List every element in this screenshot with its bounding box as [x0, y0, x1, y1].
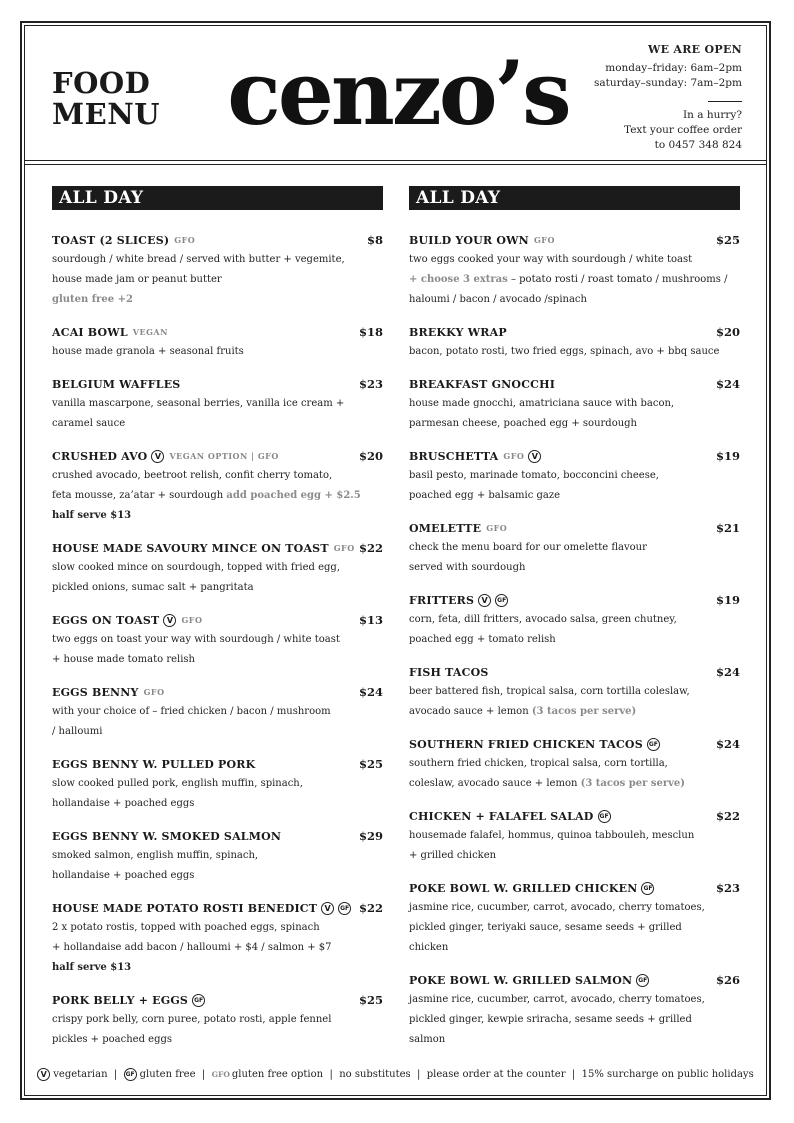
- description-text: beer battered fish, tropical salsa, corn tortilla coleslaw,: [409, 686, 690, 697]
- description-text: pickled onions, sumac salt + pangritata: [52, 582, 254, 593]
- menu-item-description: [409, 290, 740, 310]
- half-serve-note: half serve $13: [52, 962, 132, 973]
- description-text: pickles + poached eggs: [52, 1034, 173, 1045]
- menu-item: [409, 322, 740, 362]
- dietary-tag: GFO: [143, 687, 165, 697]
- menu-item-price: $20: [358, 449, 383, 463]
- description-text: hollandaise + poached eggs: [52, 798, 195, 809]
- description-text: poached egg + tomato relish: [409, 634, 556, 645]
- description-text: served with sourdough: [409, 562, 526, 573]
- menu-item: [52, 610, 383, 670]
- description-text: with your choice of – fried chicken / bacon / mushroom: [52, 706, 331, 717]
- menu-item-header: [52, 230, 383, 250]
- menu-item-price: $23: [715, 881, 740, 895]
- description-text: + hollandaise add bacon / halloumi + $4 / salmon + $7: [52, 942, 332, 953]
- title-line-2: MENU: [52, 97, 161, 131]
- note-surcharge: 15% surcharge on public holidays: [581, 1069, 754, 1080]
- header-divider-bottom: [24, 164, 767, 165]
- menu-item-header: [409, 446, 740, 466]
- cenzos-logo: [228, 32, 568, 142]
- menu-item-header: [52, 826, 383, 846]
- menu-item-description: [52, 250, 383, 270]
- vegetarian-icon: V: [478, 594, 491, 607]
- menu-item-description: [52, 270, 383, 290]
- section-heading-right: ALL DAY: [409, 186, 740, 210]
- menu-item-name: EGGS BENNY W. PULLED PORK: [52, 757, 256, 771]
- menu-item-name: EGGS ON TOAST: [52, 613, 160, 627]
- menu-item-header: [52, 610, 383, 630]
- vegetarian-icon: V: [321, 902, 334, 915]
- menu-item: [409, 806, 740, 866]
- description-text: housemade falafel, hommus, quinoa tabbouleh, mesclun: [409, 830, 695, 841]
- menu-item-description: [52, 846, 383, 866]
- menu-item-header: [409, 590, 740, 610]
- menu-item-header: [52, 374, 383, 394]
- menu-item-header: [52, 682, 383, 702]
- menu-item-name: SOUTHERN FRIED CHICKEN TACOS: [409, 737, 643, 751]
- menu-item-description: [52, 938, 383, 958]
- hours-divider: [708, 101, 742, 102]
- description-text: crushed avocado, beetroot relish, confit cherry tomato,: [52, 470, 333, 481]
- menu-item-description: [52, 794, 383, 814]
- dietary-tag: GFO: [174, 235, 196, 245]
- menu-item-price: $22: [715, 809, 740, 823]
- description-text: jasmine rice, cucumber, carrot, avocado, cherry tomatoes,: [409, 902, 705, 913]
- menu-item-name: EGGS BENNY: [52, 685, 139, 699]
- menu-items-right: [409, 230, 740, 1050]
- menu-item-name: BUILD YOUR OWN: [409, 233, 529, 247]
- menu-item: [409, 374, 740, 434]
- menu-item-name: POKE BOWL W. GRILLED CHICKEN: [409, 881, 638, 895]
- description-text: – potato rosti / roast tomato / mushrooms /: [507, 274, 728, 285]
- gluten-free-icon: GF: [495, 594, 508, 607]
- menu-item-price: $24: [715, 377, 740, 391]
- legend-vegetarian: vegetarian: [53, 1069, 108, 1080]
- menu-item-description: [409, 1010, 740, 1030]
- menu-item-description: [52, 630, 383, 650]
- menu-item-name: PORK BELLY + EGGS: [52, 993, 189, 1007]
- menu-item-header: [409, 322, 740, 342]
- description-text: bacon, potato rosti, two fried eggs, spinach, avo + bbq sauce: [409, 346, 720, 357]
- menu-item-description: [52, 578, 383, 598]
- dietary-tag: GFO: [486, 523, 508, 533]
- description-text: two eggs on toast your way with sourdough / white toast: [52, 634, 340, 645]
- description-text: check the menu board for our omelette flavour: [409, 542, 647, 553]
- menu-item-description: [409, 538, 740, 558]
- menu-item-description: [409, 342, 740, 362]
- description-text: slow cooked pulled pork, english muffin, spinach,: [52, 778, 303, 789]
- menu-item-name: BREKKY WRAP: [409, 325, 507, 339]
- page-title: [52, 68, 160, 130]
- description-text: coleslaw, avocado sauce + lemon: [409, 778, 581, 789]
- menu-item: [409, 970, 740, 1050]
- menu-item-header: [409, 518, 740, 538]
- description-text: feta mousse, za’atar + sourdough: [52, 490, 227, 501]
- menu-item-description: [52, 394, 383, 414]
- menu-item-name: HOUSE MADE SAVOURY MINCE ON TOAST: [52, 541, 329, 555]
- menu-item: [52, 322, 383, 362]
- legend-footer: V vegetarian | GF gluten free | GFO gluten free option | no substitutes | please order at the counter | 15% surcharge on public holidays: [24, 1068, 767, 1081]
- gluten-free-icon: GF: [641, 882, 654, 895]
- description-text: / halloumi: [52, 726, 103, 737]
- menu-item: [52, 826, 383, 886]
- description-text: pickled ginger, kewpie sriracha, sesame seeds + grilled: [409, 1014, 692, 1025]
- description-text: jasmine rice, cucumber, carrot, avocado, cherry tomatoes,: [409, 994, 705, 1005]
- menu-item: [52, 374, 383, 434]
- menu-item-header: [52, 754, 383, 774]
- menu-item-description: [52, 290, 383, 310]
- vegetarian-icon: V: [37, 1068, 50, 1081]
- menu-item-description: [409, 270, 740, 290]
- hurry-line-1: In a hurry?: [683, 109, 742, 121]
- menu-column-left: [52, 186, 383, 1062]
- description-text: basil pesto, marinade tomato, bocconcini cheese,: [409, 470, 659, 481]
- menu-item: [409, 230, 740, 310]
- menu-item-name: OMELETTE: [409, 521, 482, 535]
- menu-item-description: [409, 630, 740, 650]
- description-text: house made granola + seasonal fruits: [52, 346, 244, 357]
- menu-item: [52, 446, 383, 526]
- description-note: gluten free +2: [52, 294, 133, 305]
- menu-item-description: [52, 486, 383, 506]
- menu-item: [409, 590, 740, 650]
- menu-item-name: BELGIUM WAFFLES: [52, 377, 181, 391]
- menu-item-description: [52, 918, 383, 938]
- description-text: + grilled chicken: [409, 850, 497, 861]
- menu-item: [52, 538, 383, 598]
- dietary-tag: GFO: [181, 615, 203, 625]
- description-text: hollandaise + poached eggs: [52, 870, 195, 881]
- menu-item-description: [52, 414, 383, 434]
- menu-item-price: $25: [358, 757, 383, 771]
- menu-item-description: [409, 1030, 740, 1050]
- menu-item-description: [52, 1010, 383, 1030]
- menu-item-name: BREAKFAST GNOCCHI: [409, 377, 556, 391]
- description-note: (3 tacos per serve): [531, 706, 637, 717]
- menu-item-name: BRUSCHETTA: [409, 449, 499, 463]
- description-text: corn, feta, dill fritters, avocado salsa, green chutney,: [409, 614, 677, 625]
- description-text: crispy pork belly, corn puree, potato rosti, apple fennel: [52, 1014, 332, 1025]
- dietary-tag: GFO: [533, 235, 555, 245]
- header-divider-top: [24, 160, 767, 161]
- menu-items-left: [52, 230, 383, 1050]
- gluten-free-icon: GF: [192, 994, 205, 1007]
- gluten-free-icon: GF: [124, 1068, 137, 1081]
- description-text: poached egg + balsamic gaze: [409, 490, 561, 501]
- gfo-tag: GFO: [211, 1070, 230, 1079]
- menu-item-name: EGGS BENNY W. SMOKED SALMON: [52, 829, 282, 843]
- description-text: southern fried chicken, tropical salsa, corn tortilla,: [409, 758, 668, 769]
- description-text: 2 x potato rostis, topped with poached eggs, spinach: [52, 922, 320, 933]
- menu-item-description: [409, 250, 740, 270]
- description-note: + choose 3 extras: [409, 274, 508, 285]
- description-text: salmon: [409, 1034, 446, 1045]
- menu-item-price: $21: [715, 521, 740, 535]
- vegetarian-icon: V: [151, 450, 164, 463]
- description-text: chicken: [409, 942, 449, 953]
- menu-item-header: [52, 322, 383, 342]
- note-no-substitutes: no substitutes: [339, 1069, 411, 1080]
- note-order-counter: please order at the counter: [426, 1069, 566, 1080]
- description-text: parmesan cheese, poached egg + sourdough: [409, 418, 637, 429]
- menu-item-name: CHICKEN + FALAFEL SALAD: [409, 809, 594, 823]
- menu-item-description: [52, 650, 383, 670]
- menu-column-right: [409, 186, 740, 1062]
- menu-item-name: HOUSE MADE POTATO ROSTI BENEDICT: [52, 901, 318, 915]
- description-text: avocado sauce + lemon: [409, 706, 532, 717]
- hurry-line-3: to 0457 348 824: [654, 139, 742, 151]
- vegetarian-icon: V: [163, 614, 176, 627]
- dietary-tag: VEGAN OPTION | GFO: [169, 451, 279, 461]
- half-serve-note: half serve $13: [52, 510, 132, 521]
- legend-gluten-free: gluten free: [139, 1069, 196, 1080]
- menu-item-description: [409, 682, 740, 702]
- menu-item-description: [409, 486, 740, 506]
- menu-item-price: $29: [358, 829, 383, 843]
- menu-item-name: TOAST (2 SLICES): [52, 233, 170, 247]
- hours-weekend: saturday–sunday: 7am–2pm: [593, 77, 742, 89]
- gluten-free-icon: GF: [636, 974, 649, 987]
- menu-item-price: $22: [358, 541, 383, 555]
- menu-item-header: [52, 446, 383, 466]
- menu-item-description: [52, 558, 383, 578]
- description-text: + house made tomato relish: [52, 654, 195, 665]
- description-text: haloumi / bacon / avocado /spinach: [409, 294, 587, 305]
- menu-item-description: [409, 466, 740, 486]
- menu-item: [52, 230, 383, 310]
- menu-item-price: $19: [715, 449, 740, 463]
- menu-item-header: [52, 538, 383, 558]
- menu-item-header: [409, 230, 740, 250]
- menu-item: [409, 446, 740, 506]
- menu-item: [409, 518, 740, 578]
- menu-item-price: $13: [358, 613, 383, 627]
- menu-item-description: [52, 866, 383, 886]
- menu-item: [409, 734, 740, 794]
- description-text: vanilla mascarpone, seasonal berries, vanilla ice cream +: [52, 398, 345, 409]
- menu-item-price: $25: [358, 993, 383, 1007]
- menu-item-description: [409, 394, 740, 414]
- menu-item: [52, 898, 383, 978]
- menu-item-header: [409, 806, 740, 826]
- vegetarian-icon: V: [528, 450, 541, 463]
- menu-item-description: [409, 938, 740, 958]
- menu-item-price: $8: [366, 233, 383, 247]
- menu-item-price: $24: [358, 685, 383, 699]
- menu-item-price: $20: [715, 325, 740, 339]
- menu-item-description: [52, 702, 383, 722]
- description-text: caramel sauce: [52, 418, 126, 429]
- menu-item-description: [409, 918, 740, 938]
- menu-item-description: [52, 466, 383, 486]
- menu-item-price: $18: [358, 325, 383, 339]
- gluten-free-icon: GF: [647, 738, 660, 751]
- description-text: smoked salmon, english muffin, spinach,: [52, 850, 259, 861]
- description-text: slow cooked mince on sourdough, topped with fried egg,: [52, 562, 340, 573]
- menu-item-description: [409, 754, 740, 774]
- description-text: sourdough / white bread / served with butter + vegemite,: [52, 254, 345, 265]
- menu-item-description: [52, 958, 383, 978]
- menu-item-description: [409, 846, 740, 866]
- menu-item-name: FRITTERS: [409, 593, 475, 607]
- menu-item-header: [409, 374, 740, 394]
- menu-item-price: $22: [358, 901, 383, 915]
- menu-item-description: [52, 342, 383, 362]
- menu-item: [409, 878, 740, 958]
- gluten-free-icon: GF: [598, 810, 611, 823]
- dietary-tag: GFO: [333, 543, 355, 553]
- menu-item-name: ACAI BOWL: [52, 325, 128, 339]
- menu-item-description: [409, 610, 740, 630]
- menu-item-price: $23: [358, 377, 383, 391]
- description-note: (3 tacos per serve): [580, 778, 686, 789]
- menu-item: [52, 754, 383, 814]
- dietary-tag: VEGAN: [132, 327, 168, 337]
- menu-item-description: [409, 774, 740, 794]
- menu-item-price: $24: [715, 665, 740, 679]
- menu-item-description: [52, 506, 383, 526]
- menu-item-description: [409, 558, 740, 578]
- menu-item-header: [409, 970, 740, 990]
- menu-item-description: [409, 702, 740, 722]
- menu-item: [409, 662, 740, 722]
- gluten-free-icon: GF: [338, 902, 351, 915]
- menu-item-header: [409, 662, 740, 682]
- menu-item-header: [52, 898, 383, 918]
- dietary-tag: GFO: [503, 451, 525, 461]
- menu-item-description: [52, 774, 383, 794]
- description-note: add poached egg + $2.5: [226, 490, 361, 501]
- section-heading-left: ALL DAY: [52, 186, 383, 210]
- menu-item-description: [409, 990, 740, 1010]
- description-text: two eggs cooked your way with sourdough / white toast: [409, 254, 693, 265]
- menu-item: [52, 990, 383, 1050]
- menu-item-name: CRUSHED AVO: [52, 449, 148, 463]
- menu-item: [52, 682, 383, 742]
- legend-gfo: gluten free option: [231, 1069, 324, 1080]
- open-label: WE ARE OPEN: [647, 43, 742, 56]
- description-text: pickled ginger, teriyaki sauce, sesame seeds + grilled: [409, 922, 682, 933]
- menu-item-price: $19: [715, 593, 740, 607]
- menu-item-description: [409, 898, 740, 918]
- menu-item-description: [52, 722, 383, 742]
- menu-item-description: [52, 1030, 383, 1050]
- menu-item-header: [52, 990, 383, 1010]
- menu-item-name: FISH TACOS: [409, 665, 489, 679]
- menu-item-name: POKE BOWL W. GRILLED SALMON: [409, 973, 633, 987]
- hours-weekday: monday–friday: 6am–2pm: [605, 62, 742, 74]
- menu-item-price: $26: [715, 973, 740, 987]
- menu-item-description: [409, 414, 740, 434]
- menu-item-price: $24: [715, 737, 740, 751]
- hurry-line-2: Text your coffee order: [624, 124, 742, 136]
- menu-item-header: [409, 878, 740, 898]
- title-line-1: FOOD: [52, 66, 151, 100]
- description-text: house made gnocchi, amatriciana sauce with bacon,: [409, 398, 675, 409]
- description-text: house made jam or peanut butter: [52, 274, 222, 285]
- menu-item-price: $25: [715, 233, 740, 247]
- opening-hours: [594, 42, 742, 153]
- menu-item-description: [409, 826, 740, 846]
- logo-wordmark: cenzo’s: [228, 41, 568, 142]
- menu-item-header: [409, 734, 740, 754]
